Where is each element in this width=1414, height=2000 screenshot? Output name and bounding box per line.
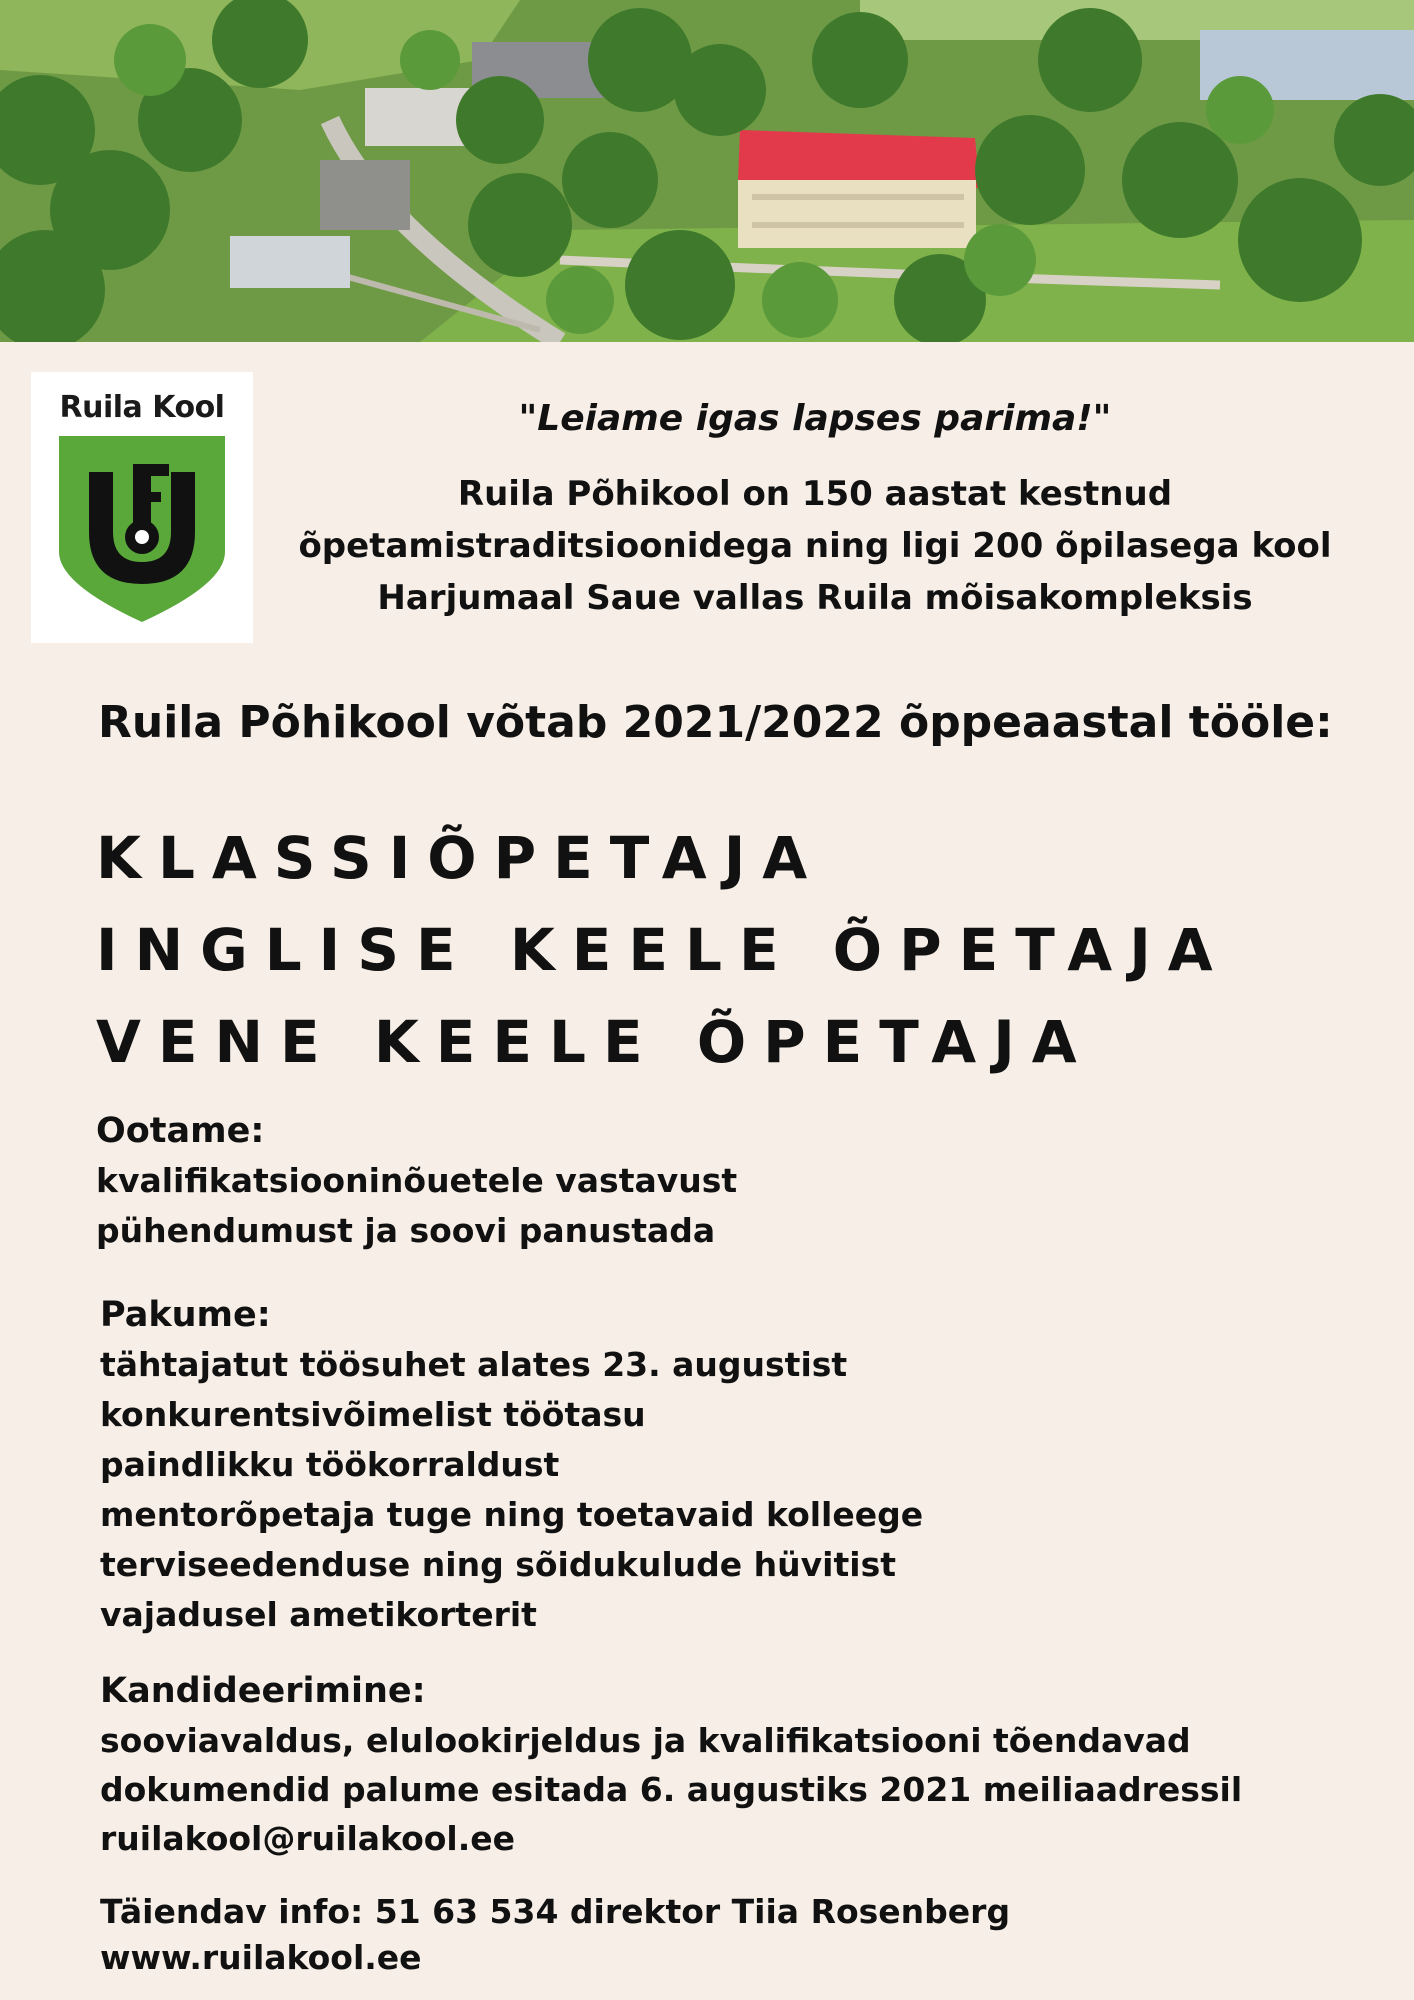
list-item: paindlikku töökorraldust bbox=[100, 1445, 560, 1484]
application-line: dokumendid palume esitada 6. augustiks 2021 meiliaadressil bbox=[100, 1770, 1243, 1809]
intro-line: Ruila Põhikool on 150 aastat kestnud bbox=[457, 474, 1173, 514]
website-link[interactable]: www.ruilakool.ee bbox=[100, 1938, 422, 1977]
application-section bbox=[100, 1667, 1242, 1863]
school-logo bbox=[31, 372, 253, 643]
application-line: sooviavaldus, elulookirjeldus ja kvalifikatsiooni tõendavad bbox=[100, 1721, 1191, 1760]
hiring-title: Ruila Põhikool võtab 2021/2022 õppeaastal tööle: bbox=[98, 697, 1333, 748]
position-title: VENE KEELE ÕPETAJA bbox=[96, 1008, 1094, 1076]
offer-section bbox=[100, 1290, 923, 1640]
email-address[interactable]: ruilakool@ruilakool.ee bbox=[100, 1819, 516, 1858]
contact-section bbox=[100, 1889, 1010, 1981]
intro-line: õpetamistraditsioonidega ning ligi 200 õpilasega kool bbox=[298, 526, 1332, 566]
list-item: vajadusel ametikorterit bbox=[100, 1595, 537, 1634]
school-intro bbox=[290, 468, 1340, 624]
list-item: tähtajatut töösuhet alates 23. augustist bbox=[100, 1345, 848, 1384]
section-heading: Ootame: bbox=[96, 1111, 265, 1151]
hero-aerial-photo bbox=[0, 0, 1414, 342]
list-item: konkurentsivõimelist töötasu bbox=[100, 1395, 646, 1434]
position-title: INGLISE KEELE ÕPETAJA bbox=[96, 916, 1230, 984]
expectations-section bbox=[96, 1106, 737, 1256]
contact-info: Täiendav info: 51 63 534 direktor Tiia Rosenberg bbox=[100, 1892, 1011, 1931]
school-slogan: "Leiame igas lapses parima!" bbox=[518, 398, 1112, 439]
list-item: mentorõpetaja tuge ning toetavaid kolleege bbox=[100, 1495, 924, 1534]
shield-icon bbox=[59, 434, 225, 624]
section-heading: Pakume: bbox=[100, 1295, 271, 1335]
intro-line: Harjumaal Saue vallas Ruila mõisakompleksis bbox=[377, 578, 1253, 618]
logo-title: Ruila Kool bbox=[59, 390, 225, 425]
section-heading: Kandideerimine: bbox=[100, 1671, 426, 1711]
position-list bbox=[96, 812, 1230, 1088]
position-title: KLASSIÕPETAJA bbox=[96, 824, 825, 892]
list-item: kvalifikatsiooninõuetele vastavust bbox=[96, 1161, 738, 1200]
list-item: terviseedenduse ning sõidukulude hüvitist bbox=[100, 1545, 896, 1584]
list-item: pühendumust ja soovi panustada bbox=[96, 1211, 716, 1250]
